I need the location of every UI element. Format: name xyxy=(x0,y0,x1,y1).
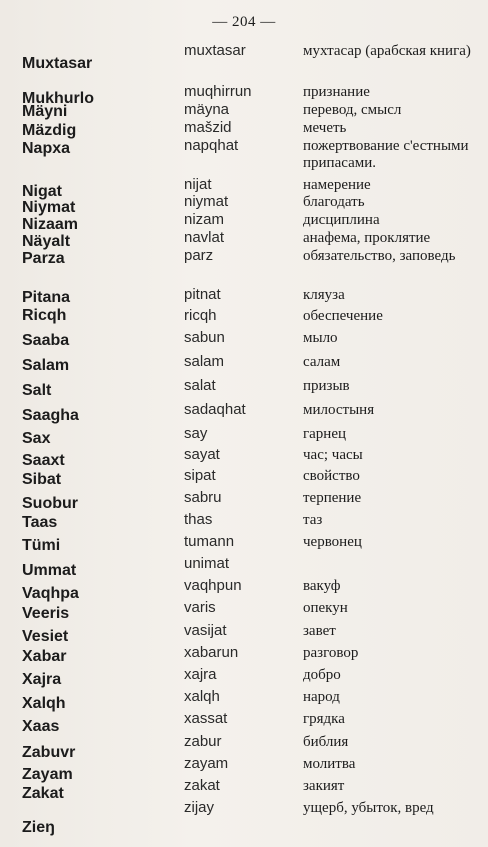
entry-transliteration: thas xyxy=(184,511,213,528)
entry-transliteration: xassat xyxy=(184,710,228,727)
entry-headword: Suobur xyxy=(22,495,78,512)
entry-transliteration: parz xyxy=(184,247,214,264)
entry-headword: Nigat xyxy=(22,183,62,200)
entry-headword: Saagha xyxy=(22,407,79,424)
entry-headword: Xalqh xyxy=(22,695,66,712)
entry-headword: Pitana xyxy=(22,289,71,306)
entry-transliteration: niymat xyxy=(184,193,229,210)
entry-meaning: дисциплина xyxy=(303,212,380,228)
entry-meaning: таз xyxy=(303,512,323,528)
entry-headword: Mäzdig xyxy=(22,122,77,139)
entry-meaning: гарнец xyxy=(303,426,347,442)
entry-meaning: мечеть xyxy=(303,120,347,136)
entry-transliteration: navlat xyxy=(184,229,225,246)
entry-meaning: намерение xyxy=(303,177,371,193)
entry-meaning: признание xyxy=(303,84,370,100)
entry-headword: Ummat xyxy=(22,562,77,579)
entry-meaning: свойство xyxy=(303,468,360,484)
entry-headword: Mukhurlo xyxy=(22,90,94,107)
entry-transliteration: salam xyxy=(184,353,225,370)
entry-meaning: час; часы xyxy=(303,447,363,463)
entry-headword: Zieŋ xyxy=(22,819,55,836)
entry-meaning: обеспечение xyxy=(303,308,383,324)
entry-headword: Sax xyxy=(22,430,51,447)
entry-headword: Saaxt xyxy=(22,452,65,469)
entry-transliteration: vaqhpun xyxy=(184,577,242,594)
entry-headword: Xabar xyxy=(22,648,67,665)
entry-headword: Parza xyxy=(22,250,65,267)
entry-meaning: ущерб, убыток, вред xyxy=(303,800,434,816)
entry-meaning: анафема, проклятие xyxy=(303,230,431,246)
entry-transliteration: sipat xyxy=(184,467,216,484)
entry-headword: Zakat xyxy=(22,785,64,802)
entry-meaning: червонец xyxy=(303,534,362,550)
entry-meaning: милостыня xyxy=(303,402,375,418)
entry-transliteration: zijay xyxy=(184,799,215,816)
entry-headword: Xaas xyxy=(22,718,60,735)
entry-transliteration: varis xyxy=(184,599,216,616)
entry-transliteration: muqhirrun xyxy=(184,83,252,100)
entry-headword: Zabuvr xyxy=(22,744,76,761)
entry-transliteration: say xyxy=(184,425,208,442)
entry-transliteration: zabur xyxy=(184,733,222,750)
entry-transliteration: mašzid xyxy=(184,119,232,136)
entry-meaning: салам xyxy=(303,354,341,370)
entry-meaning: библия xyxy=(303,734,349,750)
entry-headword: Taas xyxy=(22,514,58,531)
entry-transliteration: sabun xyxy=(184,329,225,346)
entry-headword: Zayam xyxy=(22,766,73,783)
entry-headword: Mäyni xyxy=(22,103,68,120)
entry-transliteration: vasijat xyxy=(184,622,227,639)
entry-meaning: грядка xyxy=(303,711,345,727)
entry-meaning: мыло xyxy=(303,330,338,346)
entry-meaning: молитва xyxy=(303,756,356,772)
entry-headword: Salt xyxy=(22,382,52,399)
entry-headword: Nizaam xyxy=(22,216,79,233)
entry-transliteration: xabarun xyxy=(184,644,239,661)
entry-headword: Sibat xyxy=(22,471,62,488)
entry-transliteration: napqhat xyxy=(184,137,239,154)
entry-meaning: вакуф xyxy=(303,578,341,594)
entry-headword: Niymat xyxy=(22,199,76,216)
entry-transliteration: mäyna xyxy=(184,101,230,118)
entry-headword: Xajra xyxy=(22,671,62,688)
entry-transliteration: muxtasar xyxy=(184,42,246,59)
entry-headword: Muxtasar xyxy=(22,55,93,72)
entry-headword: Ricqh xyxy=(22,307,67,324)
entry-headword: Vesiet xyxy=(22,628,69,645)
entry-transliteration: xalqh xyxy=(184,688,220,705)
entry-transliteration: sabru xyxy=(184,489,222,506)
entry-meaning: закият xyxy=(303,778,345,794)
entry-meaning: терпение xyxy=(303,490,362,506)
entry-transliteration: nijat xyxy=(184,176,212,193)
entry-meaning: призыв xyxy=(303,378,350,394)
entry-meaning: благодать xyxy=(303,194,365,210)
entry-transliteration: sayat xyxy=(184,446,220,463)
entry-meaning: перевод, смысл xyxy=(303,102,402,118)
entry-transliteration: nizam xyxy=(184,211,225,228)
entry-transliteration: xajra xyxy=(184,666,217,683)
entry-transliteration: zayam xyxy=(184,755,229,772)
entry-headword: Napxa xyxy=(22,140,71,157)
entry-headword: Saaba xyxy=(22,332,70,349)
entry-transliteration: zakat xyxy=(184,777,220,794)
entry-meaning: обязательство, заповедь xyxy=(303,248,456,264)
entry-meaning: добро xyxy=(303,667,341,683)
entry-meaning: опекун xyxy=(303,600,348,616)
entry-transliteration: ricqh xyxy=(184,307,217,324)
entry-meaning: народ xyxy=(303,689,340,705)
entry-headword: Vaqhpa xyxy=(22,585,79,602)
entry-headword: Salam xyxy=(22,357,70,374)
entry-transliteration: unimat xyxy=(184,555,230,572)
entry-meaning: пожертвование с'естными припасами. xyxy=(303,138,469,171)
entry-meaning: завет xyxy=(303,623,336,639)
entry-headword: Näyalt xyxy=(22,233,71,250)
entry-transliteration: pitnat xyxy=(184,286,221,303)
entry-transliteration: sadaqhat xyxy=(184,401,246,418)
entry-meaning: разговор xyxy=(303,645,359,661)
entry-transliteration: tumann xyxy=(184,533,235,550)
entry-transliteration: salat xyxy=(184,377,216,394)
entry-meaning: кляуза xyxy=(303,287,345,303)
entry-headword: Veeris xyxy=(22,605,70,622)
page-number: — 204 — xyxy=(212,14,276,30)
entry-meaning: мухтасар (арабская книга) xyxy=(303,43,471,59)
entry-headword: Tümi xyxy=(22,537,61,554)
